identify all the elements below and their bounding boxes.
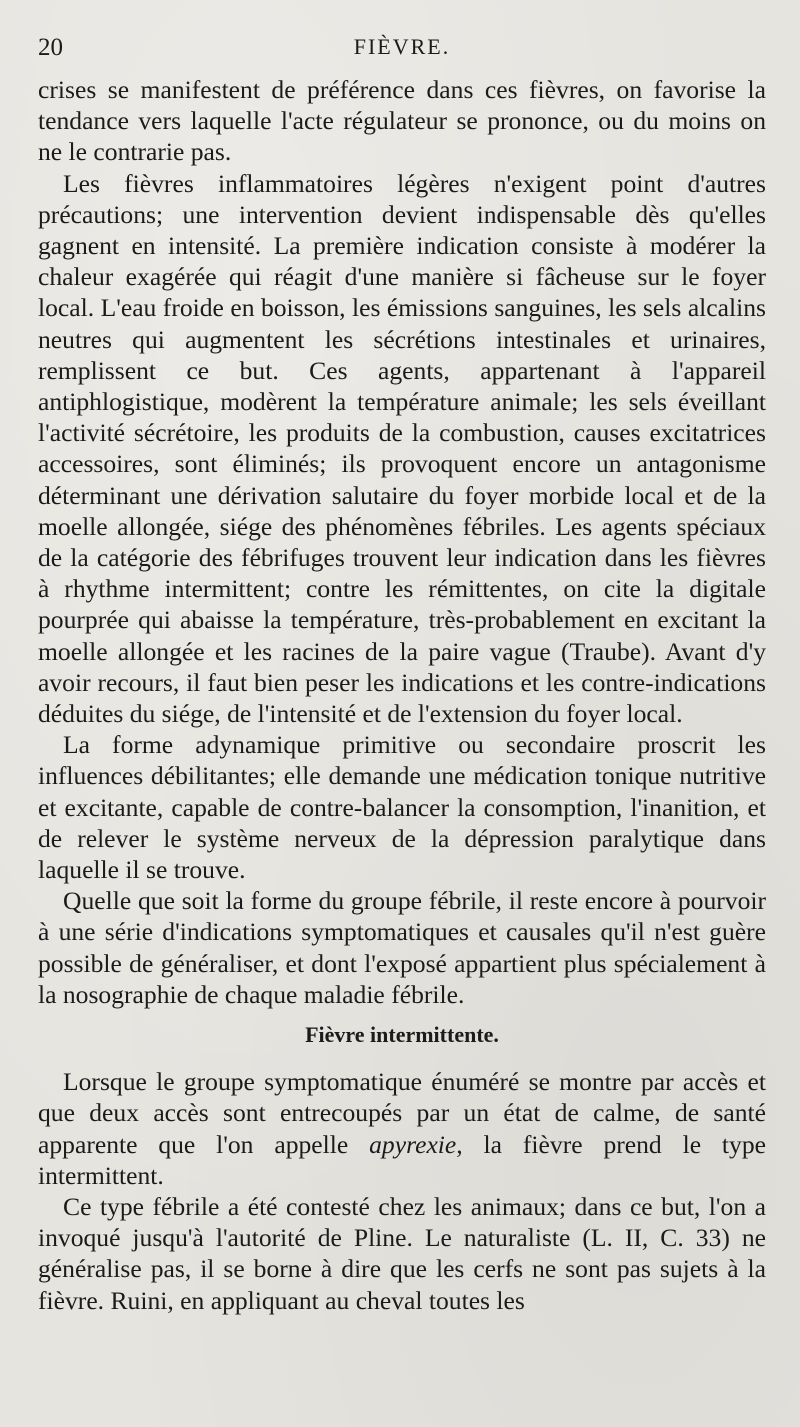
apyrexie-term: apyrexie, [369, 1129, 463, 1159]
paragraph-febrile-type: Ce type fébrile a été contesté chez les animaux; dans ce but, l'on a invoqué jusqu'à l'autorité de Pline. Le naturaliste (L. II, C. 33) ne généralise pas, il se borne à dire que les cerfs ne sont pas sujets à la fièvre. Ruini, en appliquant au cheval toutes les [38, 1191, 766, 1315]
section-title: Fièvre intermittente. [305, 1022, 499, 1048]
body-text [38, 74, 766, 1316]
paragraph-adynamic-form: La forme adynamique primitive ou secondaire proscrit les influences débilitantes; elle demande une médication tonique nutritive et excitante, capable de contre-balancer la consomption, l'inanition, et de relever le système nerveux de la dépression paralytique dans laquelle il se trouve. [38, 730, 766, 885]
apyrexie-text-after: la fièvre prend le type intermittent. [38, 1129, 766, 1190]
paragraph-febrile-group: Quelle que soit la forme du groupe fébrile, il reste encore à pourvoir à une série d'indications symptomatiques et causales qu'il n'est guère possible de généraliser, et dont l'exposé appartient plus spécialement à la nosographie de chaque maladie fébrile. [38, 886, 766, 1009]
paragraph-inflammatory-fevers: Les fièvres inflammatoires légères n'exigent point d'autres précautions; une intervention devient indispensable dès qu'elles gagnent en intensité. La première indication consiste à modérer la chaleur exagérée qui réagit d'une manière si fâcheuse sur le foyer local. L'eau froide en boisson, les émissions sanguines, les sels alcalins neutres qui augmentent les sécrétions intestinales et urinaires, remplissent ce but. Ces agents, appartenant à l'appareil antiphlogistique, modèrent la température animale; les sels éveillant l'activité sécrétoire, les produits de la combustion, causes excitatrices accessoires, sont éliminés; ils provoquent encore un antagonisme déterminant une dérivation salutaire du foyer morbide local et de la moelle allongée, siége des phénomènes fébriles. Les agents spéciaux de la catégorie des fébrifuges trouvent leur indication dans les fièvres à rhythme intermittent; contre les rémittentes, on cite la digitale pourprée qui abaisse la température, très-probablement en excitant la moelle allongée et les racines de la paire vague (Traube). Avant d'y avoir recours, il faut bien peser les indications et les contre-indications déduites du siége, de l'intensité et de l'extension du foyer local. [38, 168, 766, 729]
apyrexie-text-before: Lorsque le groupe symptomatique énuméré se montre par accès et que deux accès sont entrecoupés par un état de calme, de santé apparente que l'on appelle [38, 1067, 766, 1159]
paragraph-apyrexie [38, 1066, 766, 1191]
running-title: FIÈVRE. [353, 34, 451, 59]
paragraph-continuation: crises se manifestent de préférence dans ces fièvres, on favorise la tendance vers laquelle l'acte régulateur se prononce, ou du moins on ne le contrarie pas. [38, 75, 766, 167]
page-number: 20 [38, 34, 63, 61]
page-header [38, 30, 766, 74]
